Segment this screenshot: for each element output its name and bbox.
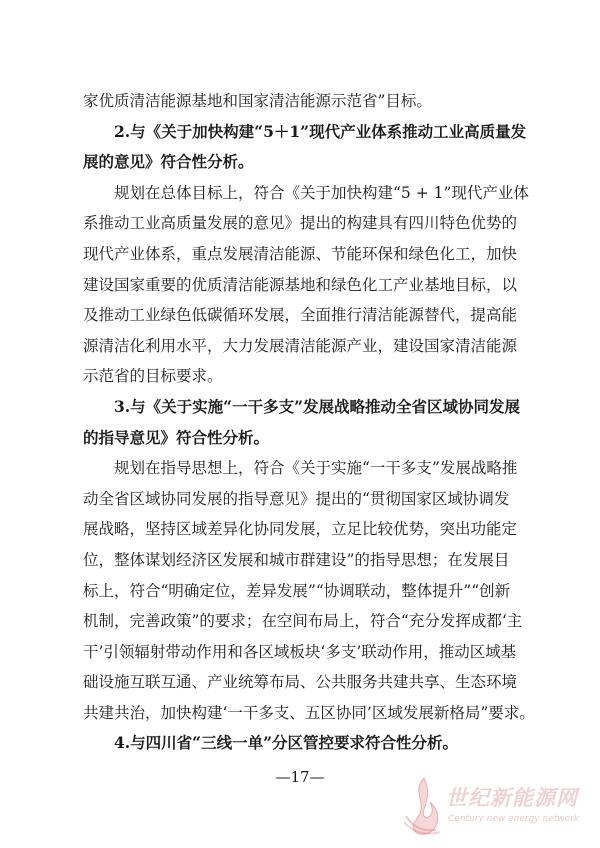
document-body: [83, 86, 535, 759]
paragraph-line: 机制，完善政策”的要求；在空间布局上，符合“充分发挥成都‘主: [83, 612, 523, 631]
section-heading-line: 3.与《关于实施“一干多支”发展战略推动全省区域协同发展: [114, 396, 521, 416]
watermark-text: 世纪新能源网: [446, 786, 578, 810]
paragraph-line: 建设国家重要的优质清洁能源基地和绿色化工产业基地目标，以: [83, 275, 518, 294]
paragraph-line: 源清洁化利用水平，大力发展清洁能源产业，建设国家清洁能源: [83, 336, 518, 355]
section-heading-line: 的指导意见》符合性分析。: [83, 427, 270, 447]
watermark: [396, 776, 596, 840]
paragraph-line: 础设施互联互通、产业统筹布局、公共服务共建共享、生态环境: [83, 673, 518, 692]
paragraph-line: 规划在总体目标上，符合《关于加快构建“5 + 1”现代产业体: [114, 183, 529, 202]
section-heading-line: 4.与四川省“三线一单”分区管控要求符合性分析。: [114, 733, 459, 753]
watermark-subtext: Century new energy network: [448, 814, 580, 824]
paragraph-line: 规划在指导思想上，符合《关于实施“一干多支”发展战略推: [114, 459, 518, 478]
section-heading-line: 展的意见》符合性分析。: [83, 152, 254, 172]
paragraph-line: 标上，符合“明确定位，差异发展”“协调联动，整体提升”“创新: [83, 581, 511, 600]
paragraph-line: 干’引领辐射带动作用和各区域板块‘多支’联动作用，推动区域基: [83, 642, 517, 661]
section-heading-line: 2.与《关于加快构建“5＋1”现代产业体系推动工业高质量发: [114, 121, 527, 141]
paragraph-line: 位，整体谋划经济区发展和城市群建设”的指导思想；在发展目: [83, 550, 510, 569]
paragraph-line: 共建共治，加快构建‘一干多支、五区协同’区域发展新格局”要求。: [83, 703, 535, 722]
paragraph-line: 示范省的目标要求。: [83, 367, 223, 386]
paragraph-line: 及推动工业绿色低碳循环发展，全面推行清洁能源替代，提高能: [83, 306, 518, 325]
paragraph-line: 现代产业体系，重点发展清洁能源、节能环保和绿色化工，加快: [83, 244, 518, 263]
paragraph-line: 系推动工业高质量发展的意见》提出的构建具有四川特色优势的: [83, 214, 518, 233]
paragraph-line: 家优质清洁能源基地和国家清洁能源示范省”目标。: [83, 92, 432, 110]
paragraph-line: 展战略，坚持区域差异化协同发展，立足比较优势，突出功能定: [83, 520, 518, 539]
page-number: —17—: [275, 768, 325, 786]
paragraph-line: 动全省区域协同发展的指导意见》提出的“贯彻国家区域协调发: [83, 489, 510, 508]
flame-logo-icon: [400, 776, 446, 838]
